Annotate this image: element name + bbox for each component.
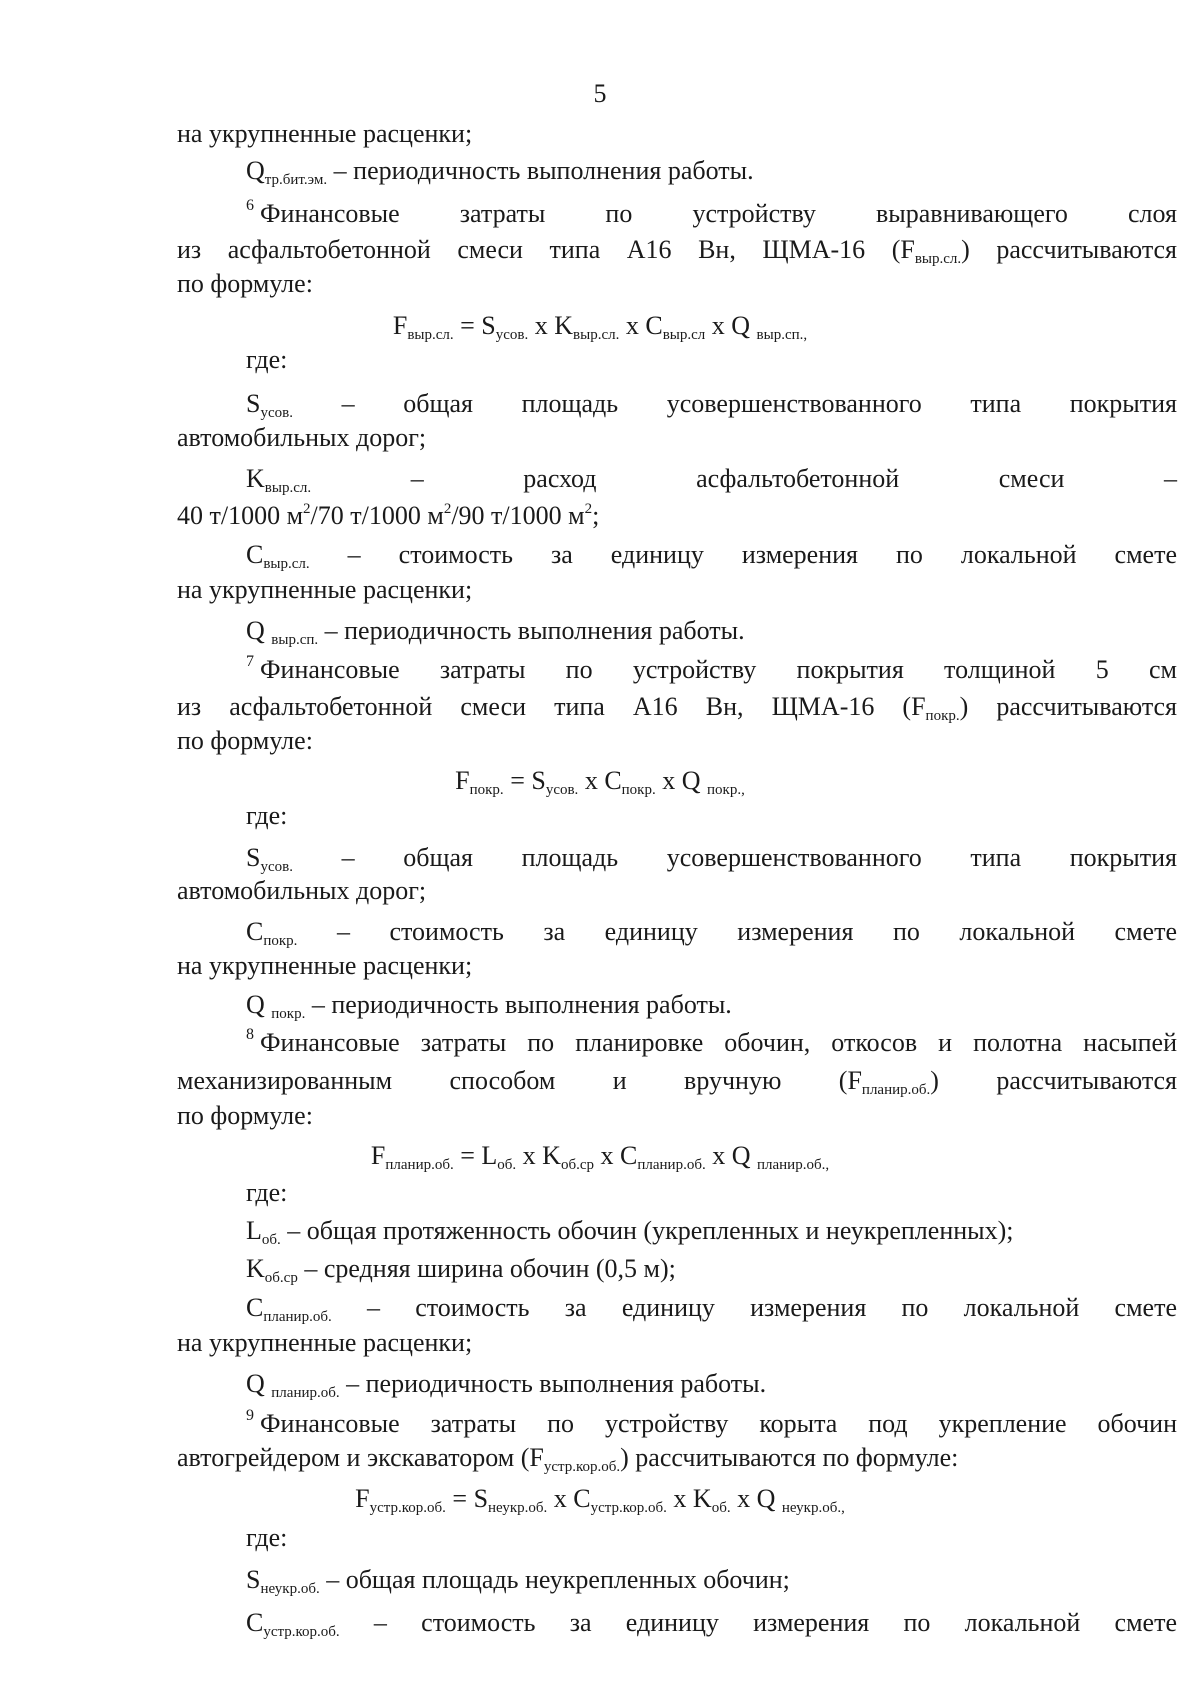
text-line: на укрупненные расценки; <box>177 575 473 604</box>
footnote-marker: 6 <box>246 197 254 214</box>
text-line: где: <box>246 801 288 830</box>
text-line: по формуле: <box>177 726 313 755</box>
text-line: на укрупненные расценки; <box>177 119 473 148</box>
text-line: где: <box>246 1523 288 1552</box>
formula: $F_{устр.кор.об.} = S_{неукр.об.}$ x $C_{устр.кор.об.}$ x $K_{об.}$ x Q $_{неукр.об.,}$ <box>355 1484 845 1516</box>
text-line: 40 т/1000 $м^2/70$ т/1000 $м^2/90$ т/1000 $м^2$; <box>177 501 600 530</box>
text-line: из асфальтобетонной смеси типа А16 Вн, ЩМА-16 $(F_{выр.сл.})$ рассчитываются <box>177 235 1178 267</box>
page-number: 5 <box>593 79 607 108</box>
text-line: автомобильных дорог; <box>177 876 427 905</box>
text-line: $S_{усов.}$ – общая площадь усовершенствованного типа покрытия <box>246 843 1177 875</box>
footnote-marker: 8 <box>246 1026 254 1043</box>
text-line: где: <box>246 345 288 374</box>
text-line: $C_{выр.сл.}$ – стоимость за единицу измерения по локальной смете <box>246 540 1177 572</box>
text-line: $S_{усов.}$ – общая площадь усовершенствованного типа покрытия <box>246 389 1177 421</box>
text-line: $C_{планир.об.}$ – стоимость за единицу измерения по локальной смете <box>246 1293 1177 1325</box>
text-line: $C_{покр.}$ – стоимость за единицу измерения по локальной смете <box>246 917 1177 949</box>
text-line: автомобильных дорог; <box>177 423 427 452</box>
text-line: $S_{неукр.об.}$ – общая площадь неукрепленных обочин; <box>246 1565 790 1597</box>
text-line: по формуле: <box>177 269 313 298</box>
text-line: автогрейдером и экскаватором $(F_{устр.кор.об.})$ рассчитываются по формуле: <box>177 1443 959 1475</box>
text-line: на укрупненные расценки; <box>177 1328 473 1357</box>
text-line: на укрупненные расценки; <box>177 951 473 980</box>
text-line: из асфальтобетонной смеси типа А16 Вн, ЩМА-16 $(F_{покр.})$ рассчитываются <box>177 692 1178 724</box>
text-line: $Q_{тр.бит.эм.}$ – периодичность выполнения работы. <box>246 156 754 188</box>
footnote-paragraph-start: $^9$ Финансовые затраты по устройству корыта под укрепление обочин <box>246 1407 1177 1438</box>
footnote-paragraph-start: $^8$ Финансовые затраты по планировке обочин, откосов и полотна насыпей <box>246 1026 1177 1057</box>
footnote-paragraph-start: $^6$ Финансовые затраты по устройству выравнивающего слоя <box>246 197 1177 228</box>
footnote-marker: 9 <box>246 1407 254 1424</box>
text-line: $K_{об.ср}$ – средняя ширина обочин (0,5 м); <box>246 1254 676 1286</box>
text-line: механизированным способом и вручную $(F_{планир.об.})$ рассчитываются <box>177 1066 1177 1098</box>
text-line: по формуле: <box>177 1101 313 1130</box>
formula: $F_{планир.об.} = L_{об.}$ x $K_{об.ср}$ x $C_{планир.об.}$ x Q $_{планир.об.,}$ <box>370 1141 830 1173</box>
text-line: Q $_{покр.}$ – периодичность выполнения работы. <box>246 990 732 1022</box>
text-line: Q $_{выр.сп.}$ – периодичность выполнения работы. <box>246 616 745 648</box>
formula: $F_{выр.сл.} = S_{усов.}$ x $K_{выр.сл.}$ x $C_{выр.сл}$ x Q $_{выр.сп.,}$ <box>392 311 808 343</box>
text-line: $K_{выр.сл.}$ – расход асфальтобетонной смеси – <box>246 464 1177 496</box>
footnote-paragraph-start: $^7$ Финансовые затраты по устройству покрытия толщиной 5 см <box>246 653 1177 684</box>
text-line: Q $_{планир.об.}$ – периодичность выполнения работы. <box>246 1369 767 1401</box>
text-line: $L_{об.}$ – общая протяженность обочин (укрепленных и неукрепленных); <box>246 1216 1014 1248</box>
text-line: где: <box>246 1178 288 1207</box>
footnote-marker: 7 <box>246 653 254 670</box>
formula: $F_{покр.} = S_{усов.}$ x $C_{покр.}$ x Q $_{покр.,}$ <box>455 766 745 798</box>
text-line: $C_{устр.кор.об.}$ – стоимость за единицу измерения по локальной смете <box>246 1608 1177 1640</box>
